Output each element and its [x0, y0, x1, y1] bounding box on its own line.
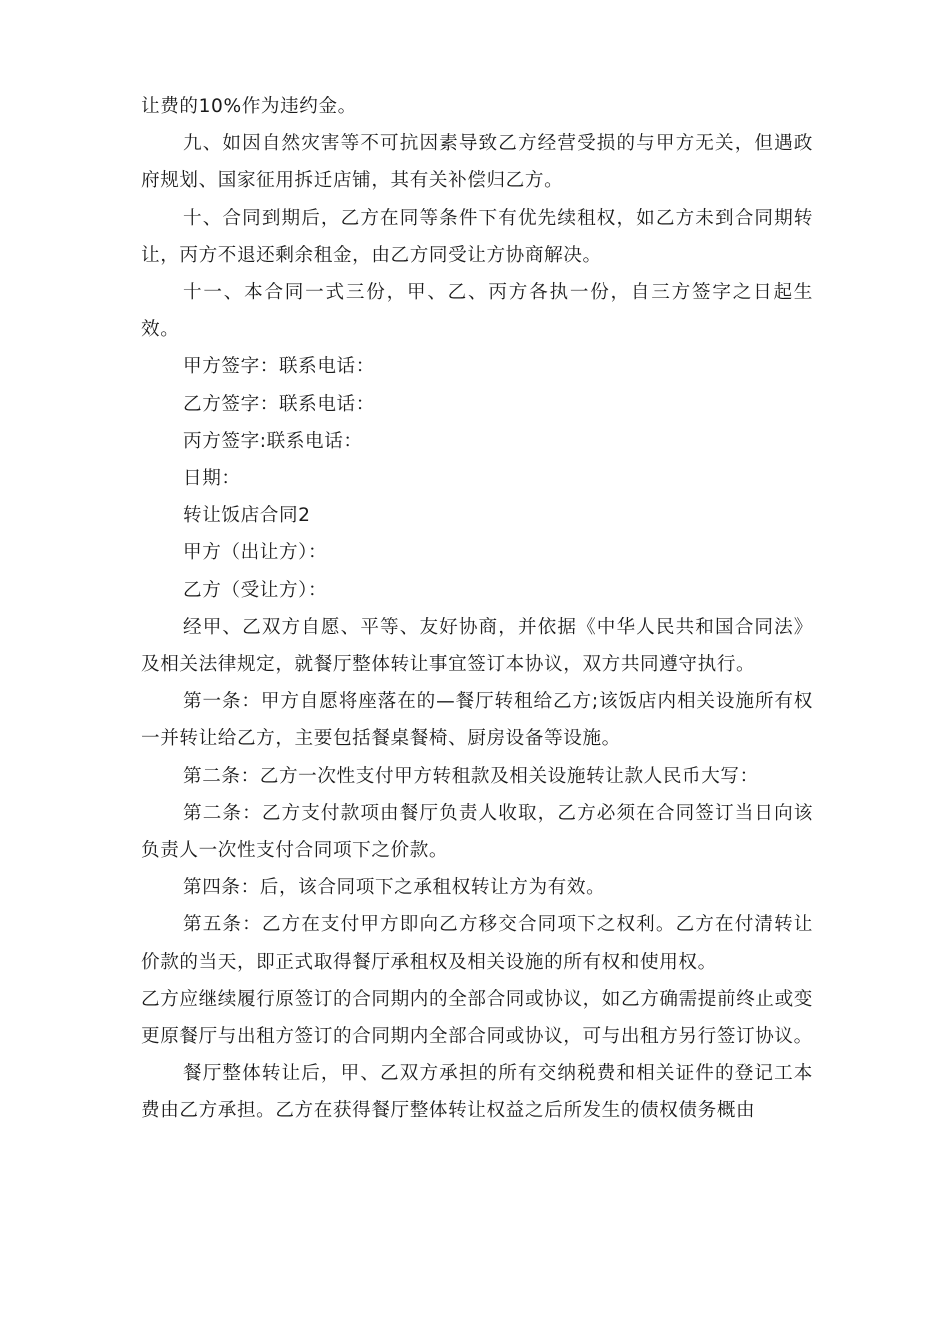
- party-a-transferor: 甲方（出让方）：: [183, 542, 328, 564]
- paragraph-continue-contracts: 乙方应继续履行原签订的合同期内的全部合同或协议，如乙方确需提前终止或变更原餐厅与出租方签订的合同期内全部合同或协议，可与出租方另行签订协议。: [141, 988, 813, 1048]
- signature-party-c: 丙方签字:联系电话：: [183, 430, 363, 452]
- party-b-transferee: 乙方（受让方）：: [183, 579, 328, 601]
- document-body: [141, 88, 813, 1130]
- paragraph-clause-11: 十一、本合同一式三份，甲、乙、丙方各执一份，自三方签字之日起生效。: [141, 282, 813, 341]
- paragraph-article-2: 第二条：乙方一次性支付甲方转租款及相关设施转让款人民币大写：: [183, 765, 759, 787]
- signature-party-a: 甲方签字：联系电话：: [183, 356, 375, 378]
- paragraph-article-5: 第五条：乙方在支付甲方即向乙方移交合同项下之权利。乙方在付清转让价款的当天，即正式取得餐厅承租权及相关设施的所有权和使用权。: [141, 914, 813, 973]
- paragraph-preamble: 经甲、乙双方自愿、平等、友好协商，并依据《中华人民共和国合同法》及相关法律规定，就餐厅整体转让事宜签订本协议，双方共同遵守执行。: [141, 616, 813, 676]
- paragraph-clause-10: 十、合同到期后，乙方在同等条件下有优先续租权，如乙方未到合同期转让，丙方不退还剩余租金，由乙方同受让方协商解决。: [141, 207, 813, 266]
- signature-party-b: 乙方签字：联系电话：: [183, 393, 375, 415]
- paragraph-clause-9: 九、如因自然灾害等不可抗因素导致乙方经营受损的与甲方无关，但遇政府规划、国家征用拆迁店铺，其有关补偿归乙方。: [141, 133, 813, 192]
- paragraph-article-2b: 第二条：乙方支付款项由餐厅负责人收取，乙方必须在合同签订当日向该负责人一次性支付合同项下之价款。: [141, 802, 813, 862]
- paragraph-article-1: 第一条：甲方自愿将座落在的—餐厅转租给乙方;该饭店内相关设施所有权一并转让给乙方，主要包括餐桌餐椅、厨房设备等设施。: [141, 691, 813, 750]
- paragraph-article-4: 第四条：后，该合同项下之承租权转让方为有效。: [183, 877, 606, 899]
- contract-2-title: 转让饭店合同2: [183, 505, 311, 527]
- paragraph-taxes-fees: 餐厅整体转让后，甲、乙双方承担的所有交纳税费和相关证件的登记工本费由乙方承担。乙方在获得餐厅整体转让权益之后所发生的债权债务概由: [141, 1063, 813, 1122]
- signature-date: 日期：: [183, 468, 241, 490]
- paragraph-penalty-clause: 让费的10%作为违约金。: [141, 96, 357, 117]
